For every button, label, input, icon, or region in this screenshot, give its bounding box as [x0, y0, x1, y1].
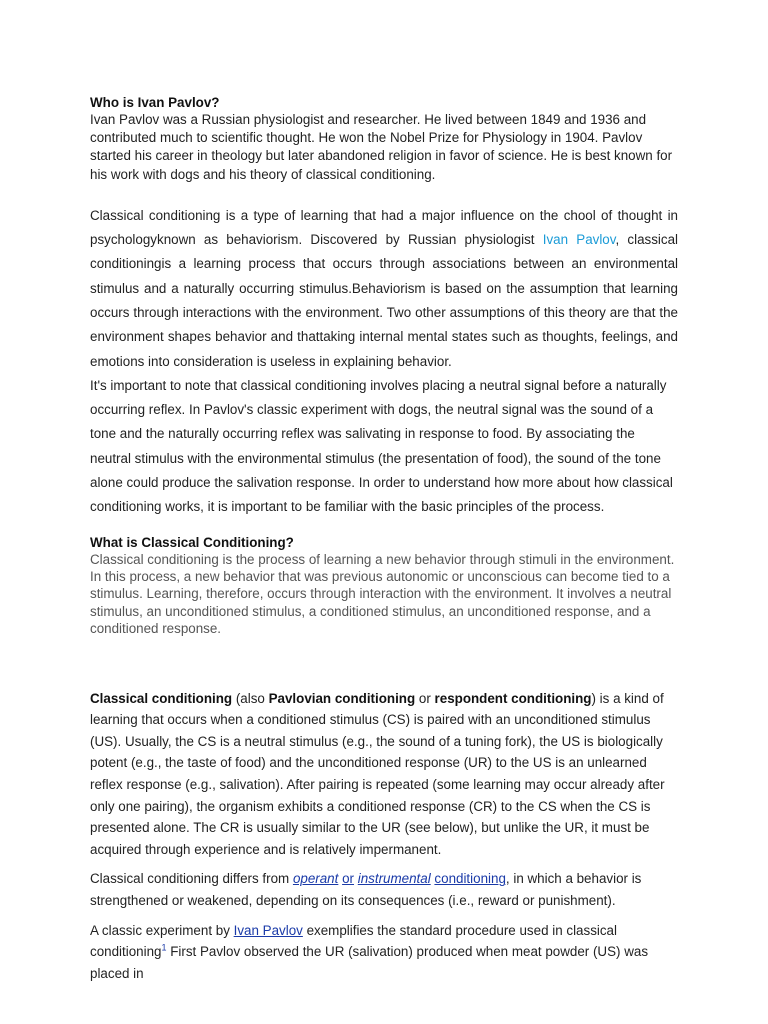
text-segment: or: [415, 690, 435, 706]
heading-what-is-classical-conditioning: What is Classical Conditioning?: [90, 534, 294, 550]
text-segment: A classic experiment by: [90, 922, 234, 938]
paragraph-definition: Classical conditioning is the process of learning a new behavior through stimuli in the environment. In this process, a new behavior that was previous autonomic or unconscious can become tied to a stimulus. Learning, therefore, occurs through interaction with the environment. It involves a neutral stimulus, an unconditioned stimulus, a conditioned stimulus, an unconditioned response, and a conditioned response.: [90, 551, 675, 637]
text-segment: ) is a kind of learning that occurs when a conditioned stimulus (CS) is paired with an unconditioned stimulus (US). Usually, the CS is a neutral stimulus (e.g., the sound of a tuning fork), the US is biologically potent (e.g., the taste of food) and the unconditioned response (UR) to the US is an unlearned reflex response (e.g., salivation). After pairing is repeated (some learning may occur already after only one pairing), the organism exhibits a conditioned response (CR) to the CS when the CS is presented alone. The CR is usually similar to the UR (see below), but unlike the UR, it must be acquired through experience and is relatively impermanent.: [90, 690, 665, 857]
paragraph-classical-conditioning-intro: [90, 204, 678, 374]
bold-term: respondent conditioning: [434, 690, 592, 706]
paragraph-pavlov-bio: Ivan Pavlov was a Russian physiologist and researcher. He lived between 1849 and 1936 and contributed much to scientific thought. He won the Nobel Prize for Physiology in 1904. Pavlov started his career in theology but later abandoned religion in favor of science. He is best known for his work with dogs and his theory of classical conditioning.: [90, 112, 673, 182]
text-segment: Classical conditioning differs from: [90, 871, 293, 887]
link-instrumental[interactable]: instrumental: [357, 871, 431, 887]
link-conditioning[interactable]: conditioning: [434, 871, 506, 887]
section-who-is-pavlov: [90, 94, 678, 184]
text-segment: , classical conditioningis a learning process that occurs through associations between an environmental stimulus and a naturally occurring stimulus.Behaviorism is based on the assumption that learning occurs through interactions with the environment. Two other assumptions of this theory are that the environment shapes behavior and thattaking internal mental states such as thoughts, feelings, and emotions into consideration is useless in explaining behavior.: [90, 232, 679, 369]
bold-term: Classical conditioning: [90, 690, 233, 706]
paragraph-pavlovian-conditioning: [90, 688, 678, 861]
paragraph-classic-experiment: [90, 920, 678, 985]
text-segment: Classical conditioning is a type of learning that had a major influence on the chool of thought in psychologyknown as behaviorism. Discovered by Russian physiologist: [90, 207, 678, 248]
text-segment: First Pavlov observed the UR (salivation) produced when meat powder (US) was placed in: [90, 944, 649, 981]
link-or[interactable]: or: [342, 871, 355, 887]
link-ivan-pavlov-2[interactable]: Ivan Pavlov: [233, 922, 303, 938]
section-what-is-classical-conditioning: [90, 534, 678, 638]
text-segment: , in which a behavior is strengthened or weakened, depending on its consequences (i.e., reward or punishment).: [90, 871, 642, 909]
link-operant[interactable]: operant: [292, 871, 339, 887]
paragraph-neutral-signal: It's important to note that classical conditioning involves placing a neutral signal before a naturally occurring reflex. In Pavlov's classic experiment with dogs, the neutral signal was the sound of a tone and the naturally occurring reflex was salivating in response to food. By associating the neutral stimulus with the environmental stimulus (the presentation of food), the sound of the tone alone could produce the salivation response. In order to understand how more about how classical conditioning works, it is important to be familiar with the basic principles of the process.: [90, 377, 673, 515]
paragraph-operant-difference: [90, 868, 678, 911]
bold-term: Pavlovian conditioning: [268, 690, 416, 706]
heading-who-is-pavlov: Who is Ivan Pavlov?: [90, 95, 220, 110]
text-segment: exemplifies the standard procedure used in classical conditioning: [90, 922, 617, 960]
text-segment: (also: [232, 690, 269, 706]
footnote-ref[interactable]: 1: [161, 942, 167, 953]
link-ivan-pavlov[interactable]: Ivan Pavlov: [542, 232, 616, 248]
